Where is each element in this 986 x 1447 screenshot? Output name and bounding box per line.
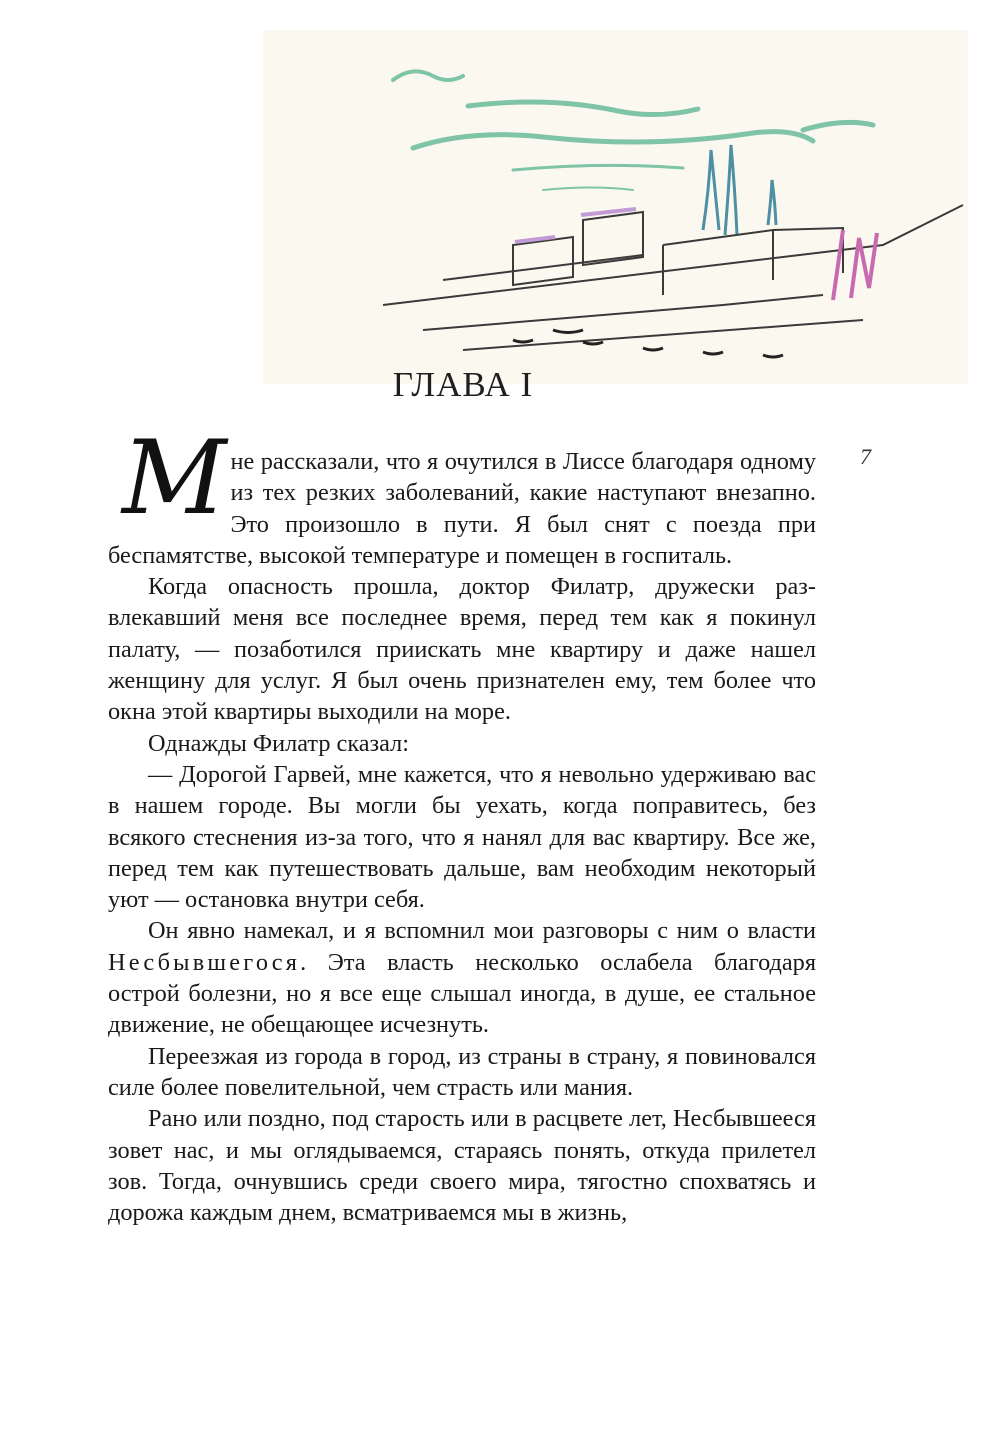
paragraph-4: — Дорогой Гарвей, мне кажется, что я невольно удерживаю вас в нашем городе. Вы могли бы уехать, когда поправитесь, без всякого стеснения из-за того, что я нанял для вас квартиру. Все же, перед тем как путешествовать дальше, вам необходим некоторый уют — остановка внутри себя.: [108, 760, 816, 914]
chapter-title: ГЛАВА I: [392, 365, 534, 404]
paragraph-3: Однажды Филатр сказал:: [148, 729, 410, 757]
paragraph-6: Переезжая из города в город, из страны в страну, я повиновался силе более повелительной, чем страсть или мания.: [108, 1042, 816, 1101]
emphasized-word: Несбывшегося: [108, 948, 301, 976]
paragraph-1-text: не рассказали, что я очутился в Лиссе благодаря одному из тех резких заболеваний, какие наступают внезапно. Это произошло в пути. Я был снят с поезда при беспамятстве, высокой температуре и помещен в госпиталь.: [108, 448, 816, 569]
buildings: [383, 205, 963, 350]
pink-strokes: [833, 230, 877, 300]
chapter-illustration: [263, 30, 968, 384]
paragraph-2: Когда опасность прошла, доктор Филатр, дружески развлекавший меня все последнее время, перед тем как я покинул палату, — позаботился приискать мне квартиру и даже нашел женщину для услуг. Я был очень признателен ему, тем более что окна этой квартиры выходили на море.: [108, 573, 816, 726]
paragraph-5-end: . Эта власть несколько ослабела благодаря острой болезни, но я все еще слышал иногда, в душе, ее стальное движение, не обещающее исчезнуть.: [108, 948, 816, 1039]
paragraph-1: [108, 419, 816, 571]
roofs: [515, 209, 636, 242]
drop-cap: М: [122, 419, 227, 538]
clouds: [393, 71, 873, 190]
page-number: 7: [860, 444, 871, 469]
paragraph-7: Рано или поздно, под старость или в расцвете лет, Несбывшееся зовет нас, и мы оглядываемся, стараясь понять, откуда прилетел зов. Тогда, очнувшись среди своего мира, тягостно спохватясь и дорожа каждым днем, всматриваемся мы в жизнь,: [108, 1105, 816, 1227]
paragraph-5-start: Он явно намекал, и я вспомнил мои разговоры с ним о власти: [148, 917, 816, 945]
seaside-town-sketch: [263, 30, 968, 384]
chapter-body: [108, 419, 816, 1228]
paragraph-5: [108, 915, 816, 1040]
cypress-trees: [703, 145, 776, 235]
